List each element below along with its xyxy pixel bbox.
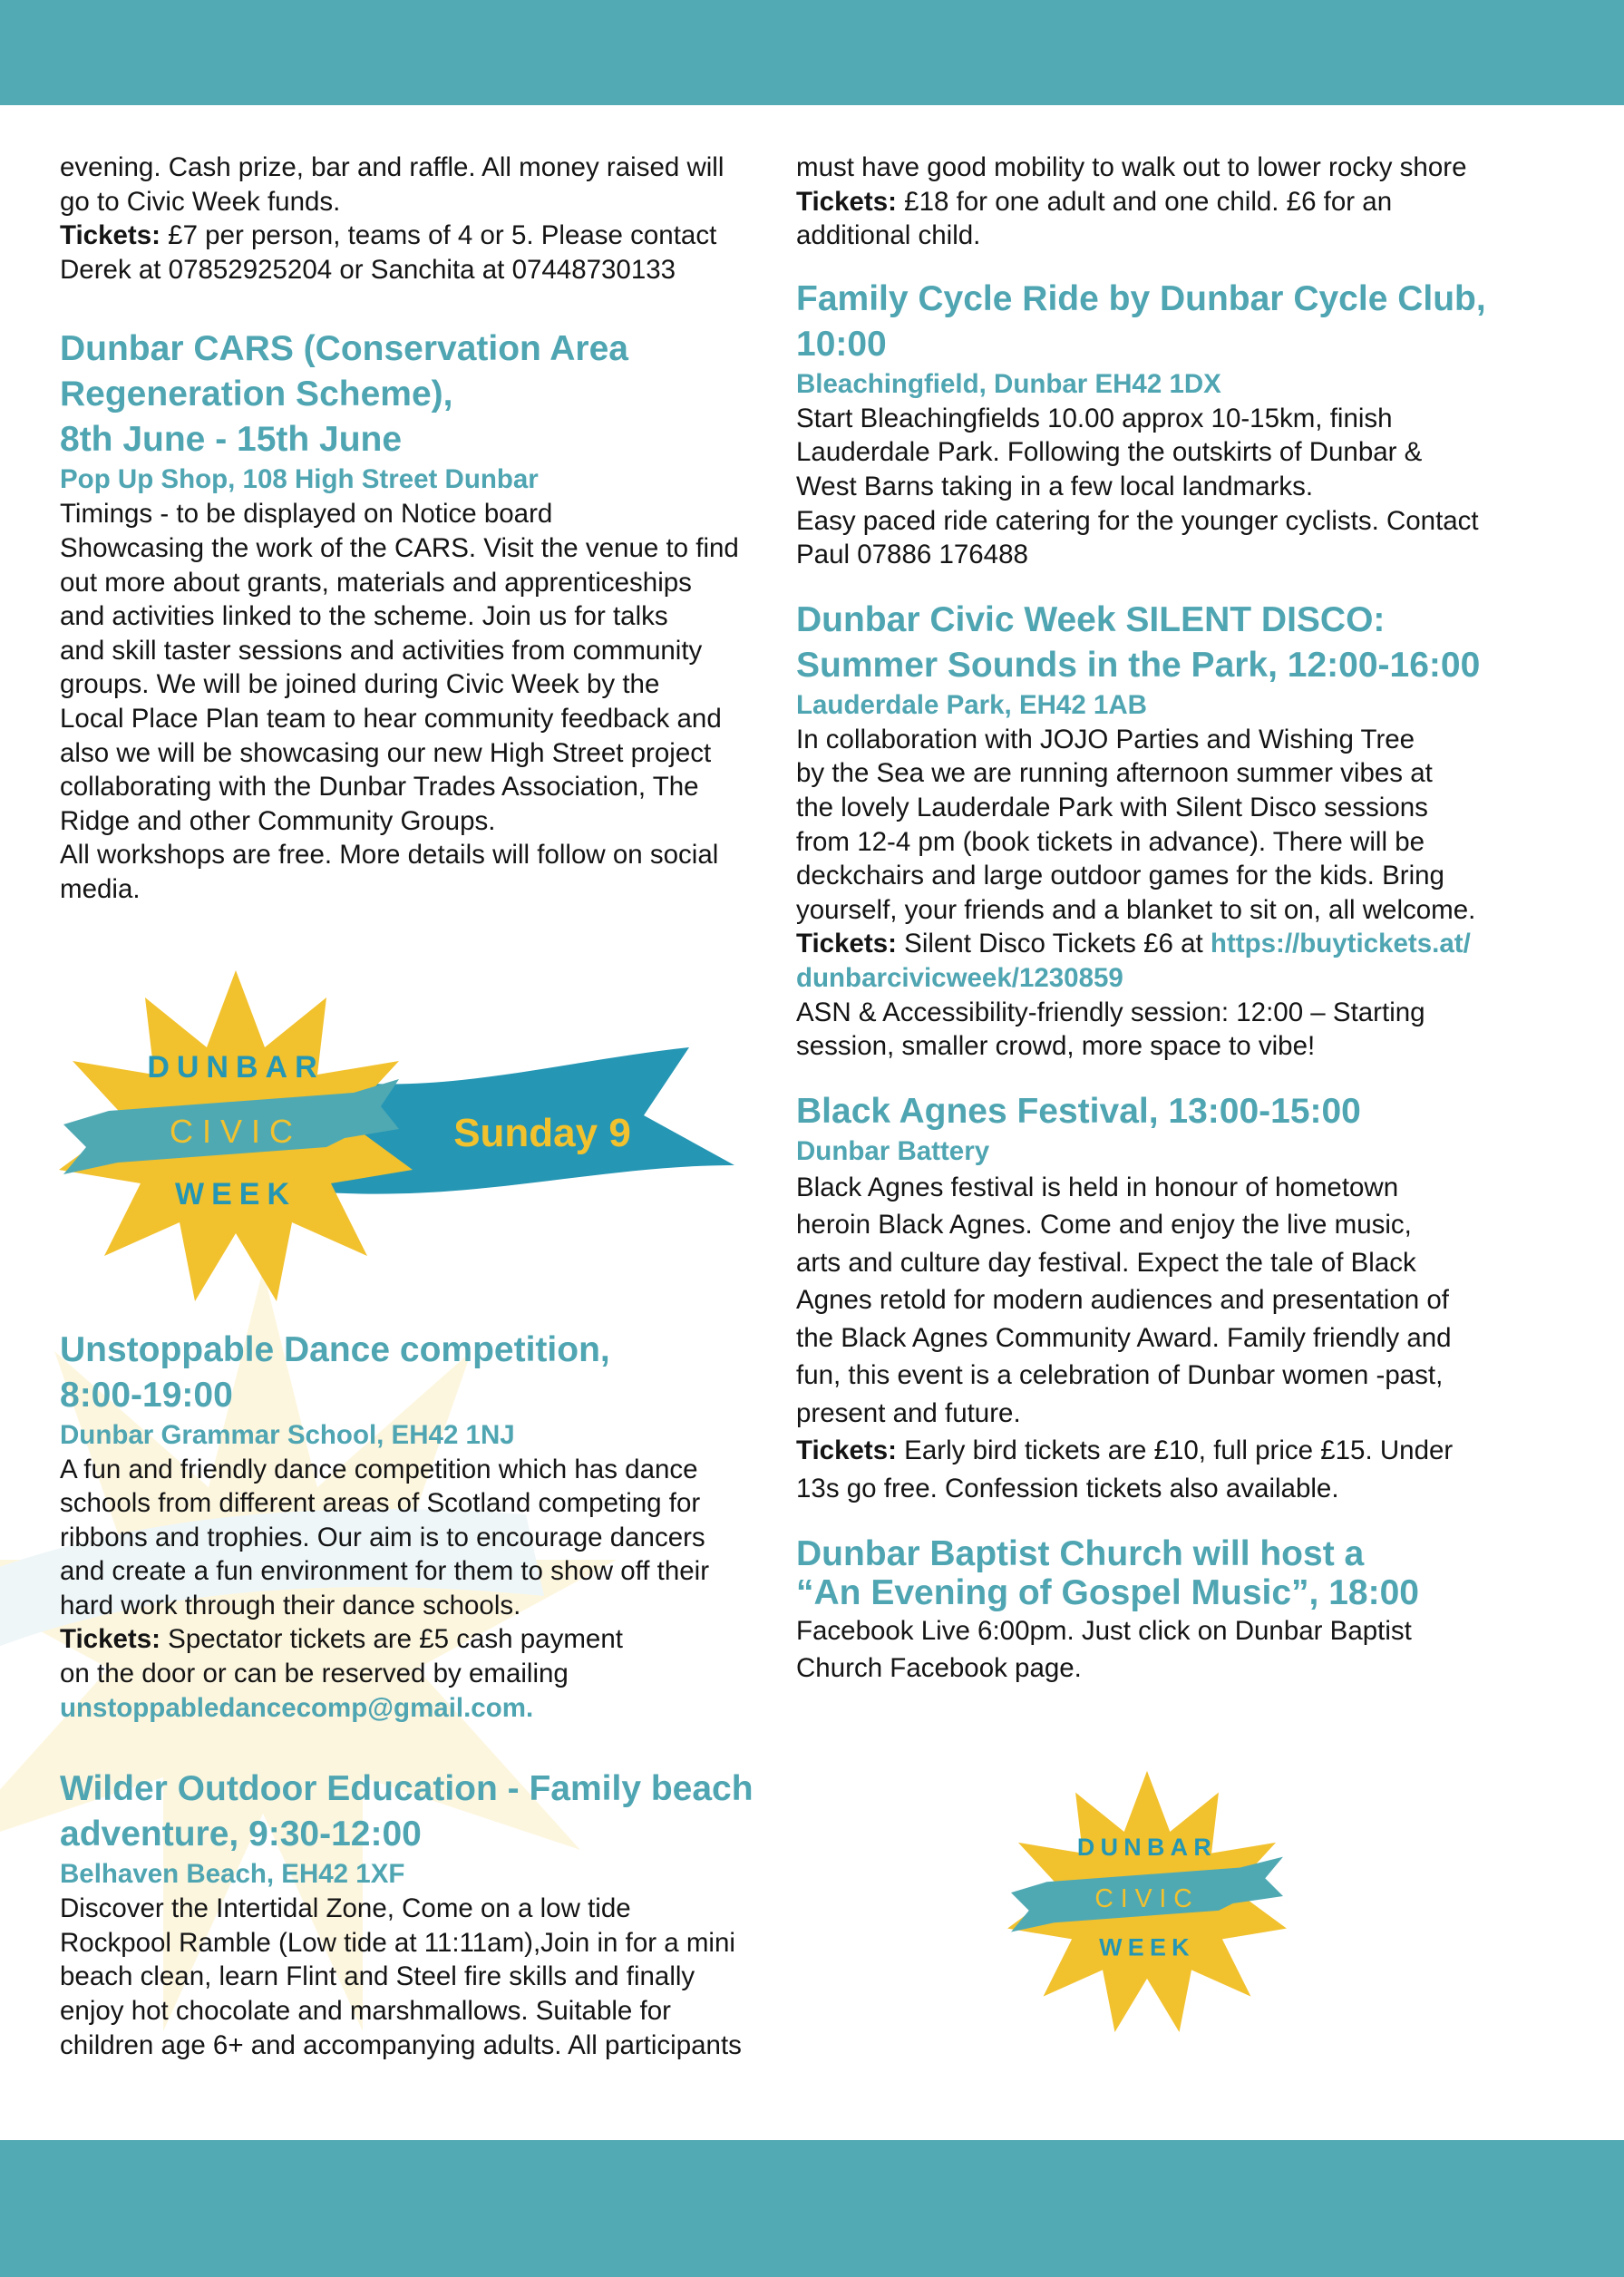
tickets-text: £18 for one adult and one child. £6 for an bbox=[896, 186, 1393, 217]
description-line: A fun and friendly dance competition which has dance bbox=[60, 1454, 698, 1484]
intro-tickets-contact: Derek at 07852925204 or Sanchita at 07448730133 bbox=[60, 254, 676, 285]
event-title: Unstoppable Dance competition, bbox=[60, 1329, 610, 1369]
event-venue: Dunbar Grammar School, EH42 1NJ bbox=[60, 1419, 515, 1450]
event-title: Dunbar Baptist Church will host a bbox=[796, 1534, 1365, 1574]
description-line: collaborating with the Dunbar Trades Association, The bbox=[60, 772, 699, 803]
sunday-banner bbox=[54, 961, 744, 1342]
tickets-text: Silent Disco Tickets £6 at bbox=[896, 929, 1211, 959]
description-line: the lovely Lauderdale Park with Silent Disco sessions bbox=[796, 792, 1428, 822]
tickets-text: Spectator tickets are £5 cash payment bbox=[160, 1624, 623, 1655]
description-line: ribbons and trophies. Our aim is to encourage dancers bbox=[60, 1522, 705, 1552]
description-line: groups. We will be joined during Civic Week by the bbox=[60, 669, 660, 700]
description-line: arts and culture day festival. Expect the tale of Black bbox=[796, 1247, 1416, 1278]
event-title: adventure, 9:30-12:00 bbox=[60, 1815, 422, 1854]
top-band bbox=[0, 0, 1624, 105]
continued-line: must have good mobility to walk out to lower rocky shore bbox=[796, 152, 1467, 182]
description-line: Rockpool Ramble (Low tide at 11:11am),Join in for a mini bbox=[60, 1927, 735, 1958]
event-cars bbox=[60, 326, 767, 906]
tickets-text: £7 per person, teams of 4 or 5. Please contact bbox=[160, 220, 717, 251]
event-baptist bbox=[796, 1534, 1549, 1687]
description-line: West Barns taking in a few local landmarks. bbox=[796, 471, 1314, 501]
event-black-agnes bbox=[796, 1089, 1549, 1508]
description-line: media. bbox=[60, 873, 141, 904]
description-line: heroin Black Agnes. Come and enjoy the live music, bbox=[796, 1210, 1412, 1241]
event-title: Black Agnes Festival, 13:00-15:00 bbox=[796, 1091, 1361, 1131]
accessibility-line: ASN & Accessibility-friendly session: 12:00 – Starting bbox=[796, 997, 1425, 1027]
description-line: hard work through their dance schools. bbox=[60, 1590, 521, 1620]
event-title: Summer Sounds in the Park, 12:00-16:00 bbox=[796, 645, 1481, 685]
description-line: beach clean, learn Flint and Steel fire skills and finally bbox=[60, 1961, 695, 1992]
event-cycle bbox=[796, 277, 1549, 572]
description-line: Local Place Plan team to hear community feedback and bbox=[60, 703, 722, 734]
description-line: out more about grants, materials and apprenticeships bbox=[60, 567, 692, 598]
intro-continued bbox=[60, 151, 767, 287]
bottom-band bbox=[0, 2140, 1624, 2277]
intro-line: evening. Cash prize, bar and raffle. All money raised will bbox=[60, 152, 724, 182]
ticket-link[interactable]: https://buytickets.at/ bbox=[1210, 929, 1471, 959]
event-title: Wilder Outdoor Education - Family beach bbox=[60, 1769, 754, 1809]
event-dates: 8th June - 15th June bbox=[60, 420, 403, 460]
description-line: Paul 07886 176488 bbox=[796, 540, 1028, 570]
event-title: Family Cycle Ride by Dunbar Cycle Club, bbox=[796, 278, 1486, 318]
tickets-line bbox=[60, 1622, 767, 1657]
description-line: by the Sea we are running afternoon summer vibes at bbox=[796, 758, 1433, 789]
logo-middle: CIVIC bbox=[169, 1113, 303, 1150]
description-line: enjoy hot chocolate and marshmallows. Suitable for bbox=[60, 1996, 671, 2027]
description-line: Lauderdale Park. Following the outskirts of Dunbar & bbox=[796, 437, 1423, 468]
intro-line: go to Civic Week funds. bbox=[60, 186, 341, 217]
event-title: Dunbar CARS (Conservation Area bbox=[60, 329, 628, 369]
civic-week-logo bbox=[993, 1764, 1301, 2036]
tickets-line bbox=[796, 927, 1549, 961]
logo-middle: CIVIC bbox=[1094, 1883, 1200, 1913]
event-description bbox=[60, 1453, 767, 1623]
email-link[interactable]: unstoppabledancecomp@gmail.com. bbox=[60, 1692, 534, 1723]
event-time: 8:00-19:00 bbox=[60, 1375, 233, 1415]
tickets-text: Early bird tickets are £10, full price £15. Under bbox=[896, 1435, 1454, 1466]
description-line: yourself, your friends and a blanket to sit on, all welcome. bbox=[796, 894, 1476, 925]
description-line: Church Facebook page. bbox=[796, 1653, 1082, 1684]
event-venue: Dunbar Battery bbox=[796, 1135, 990, 1166]
description-line: also we will be showcasing our new High Street project bbox=[60, 737, 712, 768]
ticket-link-continued[interactable]: dunbarcivicweek/1230859 bbox=[796, 962, 1123, 993]
event-title: “An Evening of Gospel Music”, 18:00 bbox=[796, 1573, 1419, 1613]
tickets-line bbox=[796, 185, 1549, 219]
description-line: In collaboration with JOJO Parties and Wishing Tree bbox=[796, 724, 1415, 754]
tickets-label: Tickets: bbox=[796, 929, 897, 959]
event-venue: Bleachingfield, Dunbar EH42 1DX bbox=[796, 368, 1221, 399]
event-wilder bbox=[60, 1766, 767, 2062]
description-line: from 12-4 pm (book tickets in advance). There will be bbox=[796, 826, 1425, 857]
description-line: Black Agnes festival is held in honour of hometown bbox=[796, 1172, 1399, 1202]
logo-bottom: WEEK bbox=[175, 1177, 297, 1211]
description-line: Showcasing the work of the CARS. Visit the venue to find bbox=[60, 532, 739, 563]
event-title: Dunbar Civic Week SILENT DISCO: bbox=[796, 599, 1386, 639]
description-line: Easy paced ride catering for the younger cyclists. Contact bbox=[796, 505, 1479, 536]
description-line: Ridge and other Community Groups. bbox=[60, 805, 496, 836]
logo-top: DUNBAR bbox=[147, 1050, 325, 1085]
event-description bbox=[60, 1892, 767, 2062]
accessibility-line: session, smaller crowd, more space to vibe! bbox=[796, 1031, 1316, 1062]
tickets-label: Tickets: bbox=[796, 186, 897, 217]
description-line: and skill taster sessions and activities from community bbox=[60, 635, 703, 666]
tickets-line: 13s go free. Confession tickets also available. bbox=[796, 1473, 1339, 1503]
event-time: 10:00 bbox=[796, 324, 887, 364]
event-description bbox=[60, 497, 767, 906]
description-line: the Black Agnes Community Award. Family friendly and bbox=[796, 1322, 1452, 1353]
description-line: schools from different areas of Scotland competing for bbox=[60, 1488, 701, 1519]
event-dance bbox=[60, 1328, 767, 1726]
description-line: Timings - to be displayed on Notice board bbox=[60, 499, 553, 530]
event-description bbox=[796, 402, 1549, 572]
description-line: and activities linked to the scheme. Join us for talks bbox=[60, 601, 668, 632]
description-line: Agnes retold for modern audiences and presentation of bbox=[796, 1285, 1449, 1316]
description-line: and create a fun environment for them to show off their bbox=[60, 1556, 710, 1587]
logo-bottom: WEEK bbox=[1099, 1933, 1195, 1961]
tickets-label: Tickets: bbox=[796, 1435, 897, 1466]
event-description bbox=[796, 723, 1549, 928]
event-venue: Lauderdale Park, EH42 1AB bbox=[796, 689, 1147, 720]
tickets-line: on the door or can be reserved by emailing bbox=[60, 1659, 569, 1689]
description-line: All workshops are free. More details will follow on social bbox=[60, 840, 719, 871]
intro-tickets bbox=[60, 219, 767, 253]
description-line: children age 6+ and accompanying adults. All participants bbox=[60, 2029, 742, 2060]
event-title: Regeneration Scheme), bbox=[60, 375, 453, 414]
wilder-continued bbox=[796, 151, 1549, 253]
event-description bbox=[796, 1169, 1549, 1433]
tickets-label: Tickets: bbox=[60, 1624, 160, 1655]
tickets-line bbox=[796, 1432, 1549, 1470]
description-line: Start Bleachingfields 10.00 approx 10-15km, finish bbox=[796, 403, 1393, 433]
tickets-line: additional child. bbox=[796, 220, 981, 251]
right-column bbox=[796, 151, 1549, 1687]
event-venue: Belhaven Beach, EH42 1XF bbox=[60, 1859, 405, 1890]
description-line: Discover the Intertidal Zone, Come on a low tide bbox=[60, 1893, 631, 1924]
description-line: deckchairs and large outdoor games for the kids. Bring bbox=[796, 861, 1444, 891]
description-line: present and future. bbox=[796, 1397, 1021, 1428]
tickets-label: Tickets: bbox=[60, 220, 160, 251]
logo-top: DUNBAR bbox=[1076, 1834, 1218, 1862]
description-line: fun, this event is a celebration of Dunbar women -past, bbox=[796, 1360, 1444, 1391]
event-silent-disco bbox=[796, 598, 1549, 1064]
description-line: Facebook Live 6:00pm. Just click on Dunbar Baptist bbox=[796, 1616, 1412, 1647]
event-venue: Pop Up Shop, 108 High Street Dunbar bbox=[60, 464, 539, 495]
day-label: Sunday 9 bbox=[453, 1111, 631, 1155]
